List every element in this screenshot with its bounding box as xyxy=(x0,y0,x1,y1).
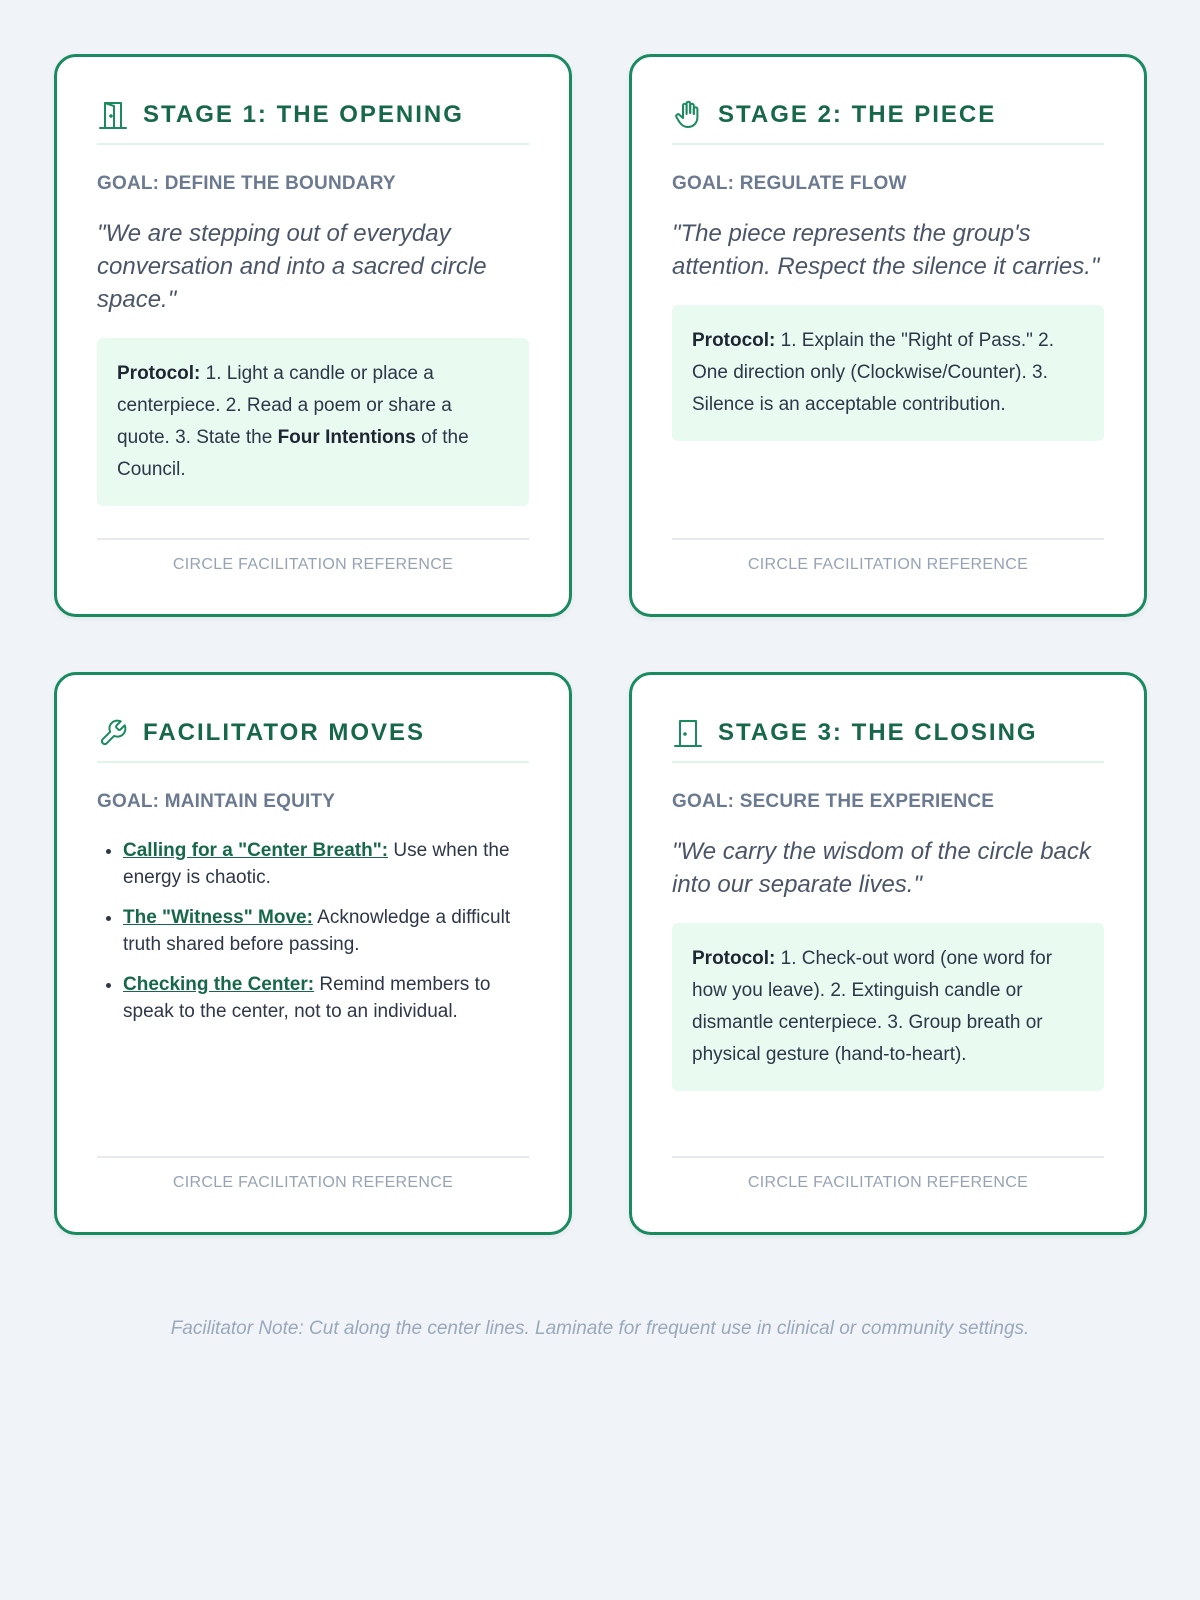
card-header xyxy=(672,97,1104,133)
move-link-center-breath[interactable]: Calling for a "Center Breath": xyxy=(123,840,389,861)
protocol-text-end: of the Council. xyxy=(117,427,469,480)
card-stage-3-closing xyxy=(629,672,1147,1235)
card-footer: CIRCLE FACILITATION REFERENCE xyxy=(97,1156,529,1192)
protocol-label: Protocol: xyxy=(692,948,776,969)
card-quote: "The piece represents the group's attention. Respect the silence it carries." xyxy=(672,220,1100,280)
card-quote: "We carry the wisdom of the circle back into our separate lives." xyxy=(672,838,1091,898)
header-divider xyxy=(672,761,1104,763)
card-grid xyxy=(54,54,1147,1235)
protocol-box xyxy=(672,923,1104,1091)
card-title: STAGE 1: THE OPENING xyxy=(143,101,464,128)
card-footer: CIRCLE FACILITATION REFERENCE xyxy=(672,1156,1104,1192)
hand-icon xyxy=(672,98,706,132)
move-description: Acknowledge a difficult truth shared before passing. xyxy=(123,907,511,955)
door-closed-icon xyxy=(672,716,706,750)
protocol-text: 1. Explain the "Right of Pass." 2. One direction only (Clockwise/Counter). 3. Silence is an acceptable contribution. xyxy=(692,330,1054,415)
card-title: STAGE 3: THE CLOSING xyxy=(718,719,1038,746)
header-divider xyxy=(672,143,1104,145)
card-title: FACILITATOR MOVES xyxy=(143,719,426,746)
header-divider xyxy=(97,761,529,763)
list-item xyxy=(123,837,529,891)
card-title: STAGE 2: THE PIECE xyxy=(718,101,997,128)
header-divider xyxy=(97,143,529,145)
card-facilitator-moves xyxy=(54,672,572,1235)
moves-list xyxy=(97,837,529,1025)
protocol-emphasis: Four Intentions xyxy=(277,427,416,448)
protocol-text: 1. Check-out word (one word for how you leave). 2. Extinguish candle or dismantle centerpiece. 3. Group breath or physical gesture (hand-to-heart). xyxy=(692,948,1053,1065)
card-header xyxy=(97,715,529,751)
facilitator-note: Facilitator Note: Cut along the center lines. Laminate for frequent use in clinical or community settings. xyxy=(170,1318,1030,1339)
protocol-box xyxy=(672,305,1104,441)
protocol-label: Protocol: xyxy=(692,330,776,351)
protocol-text: 1. Light a candle or place a centerpiece. 2. Read a poem or share a quote. 3. State the xyxy=(117,363,452,448)
move-description: Use when the energy is chaotic. xyxy=(123,840,510,888)
wrench-icon xyxy=(97,716,131,750)
protocol-label: Protocol: xyxy=(117,363,201,384)
door-open-icon xyxy=(97,98,131,132)
card-stage-1-opening xyxy=(54,54,572,617)
card-footer: CIRCLE FACILITATION REFERENCE xyxy=(97,538,529,574)
move-link-checking-center[interactable]: Checking the Center: xyxy=(123,974,315,995)
card-footer: CIRCLE FACILITATION REFERENCE xyxy=(672,538,1104,574)
protocol-box xyxy=(97,338,529,506)
card-goal: GOAL: SECURE THE EXPERIENCE xyxy=(672,791,995,812)
card-stage-2-piece xyxy=(629,54,1147,617)
move-description: Remind members to speak to the center, not to an individual. xyxy=(123,974,491,1022)
move-link-witness[interactable]: The "Witness" Move: xyxy=(123,907,313,928)
card-quote: "We are stepping out of everyday conversation and into a sacred circle space." xyxy=(97,220,487,313)
card-header xyxy=(672,715,1104,751)
list-item xyxy=(123,904,529,958)
card-goal: GOAL: REGULATE FLOW xyxy=(672,173,907,194)
list-item xyxy=(123,971,529,1025)
card-header xyxy=(97,97,529,133)
card-goal: GOAL: DEFINE THE BOUNDARY xyxy=(97,173,396,194)
card-goal: GOAL: MAINTAIN EQUITY xyxy=(97,791,336,812)
